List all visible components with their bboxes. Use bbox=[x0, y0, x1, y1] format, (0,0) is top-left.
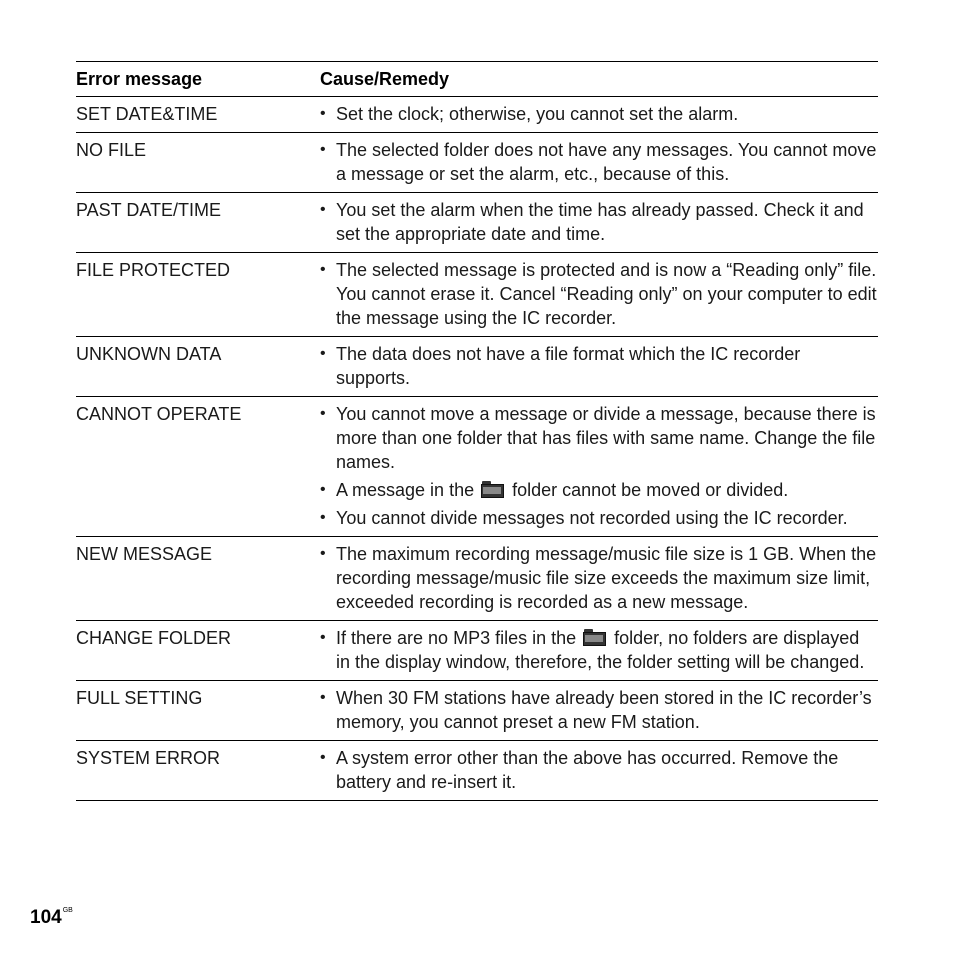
remedy-item bbox=[320, 542, 878, 614]
remedy-item bbox=[320, 626, 878, 674]
error-name: CANNOT OPERATE bbox=[76, 404, 242, 424]
error-name: FILE PROTECTED bbox=[76, 260, 231, 280]
error-name: NO FILE bbox=[76, 140, 147, 160]
region-code: GB bbox=[62, 907, 73, 914]
remedy-text: You cannot divide messages not recorded using the IC recorder. bbox=[336, 508, 848, 528]
bullet-icon: • bbox=[320, 509, 326, 526]
error-name: UNKNOWN DATA bbox=[76, 344, 222, 364]
remedy-item bbox=[320, 198, 878, 246]
remedy-item bbox=[320, 342, 878, 390]
bullet-icon: • bbox=[320, 481, 326, 498]
remedy-item bbox=[320, 402, 878, 474]
page-number-value: 104 bbox=[30, 907, 62, 928]
error-message-table bbox=[76, 61, 878, 801]
remedy-text bbox=[336, 626, 878, 674]
error-name: FULL SETTING bbox=[76, 688, 203, 708]
table-row bbox=[76, 537, 878, 621]
remedy-text-before: A message in the bbox=[336, 480, 480, 500]
remedy-text bbox=[336, 478, 878, 502]
remedy-cell bbox=[320, 258, 878, 330]
folder-icon bbox=[583, 629, 606, 645]
bullet-icon: • bbox=[320, 629, 326, 646]
remedy-cell bbox=[320, 138, 878, 186]
remedy-cell bbox=[320, 198, 878, 246]
remedy-text-before: If there are no MP3 files in the bbox=[336, 628, 582, 648]
table-row bbox=[76, 133, 878, 193]
bullet-icon: • bbox=[320, 689, 326, 706]
bullet-icon: • bbox=[320, 105, 326, 122]
remedy-item bbox=[320, 258, 878, 330]
header-error-message: Error message bbox=[76, 68, 203, 89]
remedy-text: The selected message is protected and is now a “Reading only” file. You cannot erase it. Cancel “Reading only” on your computer to edit the message using the IC recorder. bbox=[336, 260, 877, 328]
table-row bbox=[76, 193, 878, 253]
bullet-icon: • bbox=[320, 405, 326, 422]
remedy-cell bbox=[320, 626, 878, 674]
remedy-cell bbox=[320, 542, 878, 614]
table-row bbox=[76, 741, 878, 801]
table-row bbox=[76, 253, 878, 337]
remedy-item bbox=[320, 686, 878, 734]
remedy-text: A system error other than the above has occurred. Remove the battery and re-insert it. bbox=[336, 748, 839, 792]
bullet-icon: • bbox=[320, 749, 326, 766]
error-name: SYSTEM ERROR bbox=[76, 748, 221, 768]
remedy-cell bbox=[320, 102, 878, 126]
table-row bbox=[76, 621, 878, 681]
bullet-icon: • bbox=[320, 261, 326, 278]
remedy-text: The selected folder does not have any messages. You cannot move a message or set the alarm, etc., because of this. bbox=[336, 140, 877, 184]
remedy-text: The data does not have a file format which the IC recorder supports. bbox=[336, 344, 801, 388]
folder-icon bbox=[481, 481, 504, 497]
remedy-text: Set the clock; otherwise, you cannot set the alarm. bbox=[336, 104, 739, 124]
error-name: CHANGE FOLDER bbox=[76, 628, 232, 648]
bullet-icon: • bbox=[320, 141, 326, 158]
remedy-text: You cannot move a message or divide a message, because there is more than one folder that has files with same name. Change the file names. bbox=[336, 404, 876, 472]
remedy-text: You set the alarm when the time has already passed. Check it and set the appropriate date and time. bbox=[336, 200, 864, 244]
remedy-item bbox=[320, 102, 878, 126]
remedy-text: The maximum recording message/music file size is 1 GB. When the recording message/music file size exceeds the maximum size limit, exceeded recording is recorded as a new message. bbox=[336, 544, 877, 612]
page-number bbox=[30, 907, 73, 929]
remedy-item bbox=[320, 138, 878, 186]
remedy-item bbox=[320, 478, 878, 502]
remedy-text-after: folder, no folders are displayed in the display window, therefore, the folder setting will be changed. bbox=[336, 628, 865, 672]
bullet-icon: • bbox=[320, 201, 326, 218]
remedy-text-after: folder cannot be moved or divided. bbox=[507, 480, 789, 500]
remedy-cell bbox=[320, 402, 878, 530]
remedy-cell bbox=[320, 746, 878, 794]
bullet-icon: • bbox=[320, 345, 326, 362]
remedy-cell bbox=[320, 686, 878, 734]
remedy-item bbox=[320, 746, 878, 794]
remedy-cell bbox=[320, 342, 878, 390]
remedy-text: When 30 FM stations have already been stored in the IC recorder’s memory, you cannot preset a new FM station. bbox=[336, 688, 872, 732]
remedy-item bbox=[320, 506, 878, 530]
error-name: SET DATE&TIME bbox=[76, 104, 218, 124]
table-row bbox=[76, 397, 878, 537]
table-row bbox=[76, 97, 878, 133]
table-row bbox=[76, 337, 878, 397]
bullet-icon: • bbox=[320, 545, 326, 562]
header-cause-remedy: Cause/Remedy bbox=[320, 68, 450, 89]
error-name: PAST DATE/TIME bbox=[76, 200, 222, 220]
error-name: NEW MESSAGE bbox=[76, 544, 213, 564]
table-header bbox=[76, 62, 878, 97]
table-row bbox=[76, 681, 878, 741]
